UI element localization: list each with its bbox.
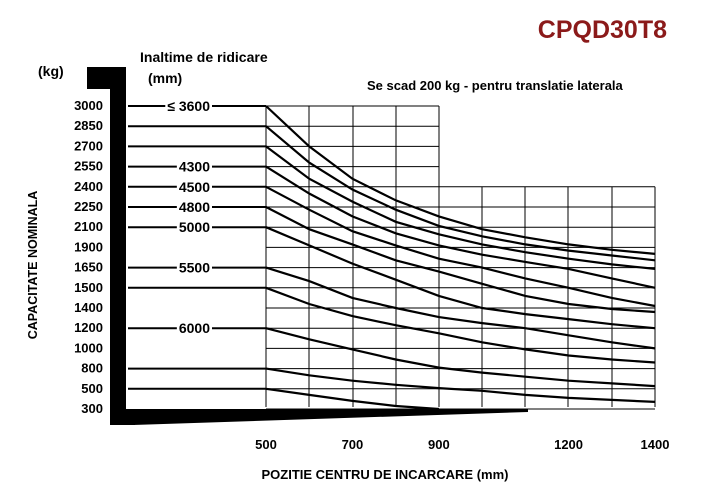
y-tick-label: 2250: [74, 199, 103, 214]
y-tick-label: 2100: [74, 219, 103, 235]
x-axis-title: POZITIE CENTRU DE INCARCARE (mm): [261, 467, 509, 482]
x-tick-labels: [255, 437, 669, 452]
y-tick-label: 2400: [74, 178, 103, 194]
y-tick-label: 1200: [74, 320, 103, 336]
side-shift-note: Se scad 200 kg - pentru translatie laterala: [367, 78, 623, 93]
series-label: 4800: [178, 199, 210, 215]
series-line: [266, 288, 655, 363]
y-unit-label: (kg): [38, 63, 64, 79]
chart-title: CPQD30T8: [537, 16, 667, 44]
series-label: 5500: [178, 259, 210, 276]
y-tick-labels: [74, 98, 103, 416]
series-labels: [165, 98, 212, 336]
y-tick-label: 1400: [74, 300, 103, 315]
y-tick-label: 300: [81, 401, 103, 416]
y-tick-label: 1650: [74, 259, 103, 275]
y-tick-label: 1900: [74, 239, 103, 255]
height-header-line2: (mm): [148, 70, 183, 86]
height-header-line1: Inaltime de ridicare: [140, 49, 268, 65]
y-tick-label: 2700: [74, 138, 103, 154]
series-line: [266, 389, 439, 409]
y-tick-label: 2850: [74, 118, 103, 134]
y-tick-label: 3000: [74, 98, 103, 113]
series-lines: [128, 106, 655, 409]
grid: [266, 106, 655, 409]
series-label: 5000: [178, 219, 210, 236]
series-label: 4500: [178, 178, 210, 195]
series-label: 4300: [178, 158, 210, 175]
y-axis-title: CAPACITATE NOMINALA: [26, 190, 40, 340]
x-tick-label: 1200: [554, 437, 584, 452]
series-label: 6000: [178, 320, 210, 337]
x-tick-label: 1400: [640, 437, 670, 452]
y-tick-label: 1000: [74, 340, 103, 356]
x-tick-label: 900: [428, 437, 450, 452]
y-tick-label: 1500: [74, 279, 103, 295]
y-tick-label: 500: [81, 380, 103, 396]
series-label: ≤ 3600: [167, 98, 210, 114]
y-tick-label: 800: [81, 360, 103, 376]
x-tick-label: 500: [255, 437, 277, 452]
x-tick-label: 700: [341, 437, 364, 452]
y-tick-label: 2550: [74, 158, 103, 174]
